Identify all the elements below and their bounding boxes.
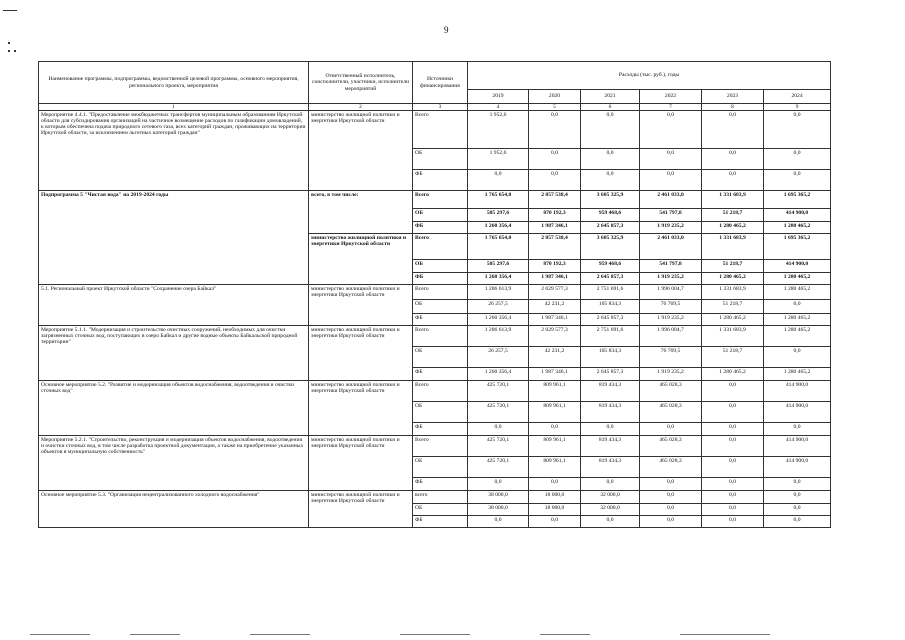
amount-cell: 0,0 [529, 423, 581, 436]
funding-source: ФБ [413, 516, 468, 528]
amount-cell: 42 231,2 [529, 347, 581, 368]
amount-cell: 0,0 [764, 504, 831, 516]
funding-source: Всего [413, 191, 468, 209]
amount-cell: 1 260 356,4 [468, 273, 529, 285]
budget-table [38, 61, 831, 528]
funding-source: ФБ [413, 368, 468, 381]
amount-cell: 819 434,3 [581, 457, 640, 478]
amount-cell: 1 765 654,0 [468, 234, 529, 260]
amount-cell: 870 192,3 [529, 209, 581, 222]
amount-cell: 105 834,3 [581, 300, 640, 314]
column-number: 4 [468, 104, 529, 111]
amount-cell: 414 900,0 [764, 209, 831, 222]
funding-source: Всего [413, 436, 468, 457]
funding-source: Всего [413, 234, 468, 260]
amount-cell: 1 331 683,9 [702, 234, 764, 260]
margin-mark [8, 42, 10, 44]
amount-cell: 1 952,6 [468, 111, 529, 149]
amount-cell: 32 000,0 [581, 491, 640, 504]
item-name: Подпрограмма 5 "Чистая вода" на 2019-2024 годы [39, 191, 309, 285]
footer-rule [250, 634, 310, 635]
table-body [39, 111, 831, 528]
column-number-row [39, 104, 831, 111]
amount-cell: 819 434,3 [581, 381, 640, 402]
executor: министерство жилищной политики и энергетики Иркутской области [309, 111, 413, 191]
amount-cell: 0,0 [581, 423, 640, 436]
funding-source: ФБ [413, 170, 468, 191]
year-header: 2020 [529, 90, 581, 104]
amount-cell: 2 751 691,6 [581, 285, 640, 300]
amount-cell: 1 260 356,4 [468, 368, 529, 381]
funding-source: Всего [413, 381, 468, 402]
column-number: 5 [529, 104, 581, 111]
item-name: Мероприятие 5.1.1. "Модернизация и строительство очистных сооружений, необходимых для очистки загрязненных сточных вод, поступающих в озеро Байкал и другие водные объекты Байкальской природной территории" [39, 326, 309, 381]
funding-source: Всего [413, 326, 468, 347]
amount-cell: 819 434,3 [581, 436, 640, 457]
year-header: 2024 [764, 90, 831, 104]
amount-cell: 0,0 [702, 111, 764, 149]
table-row [39, 111, 831, 149]
amount-cell: 1 919 235,2 [640, 368, 702, 381]
header-row [39, 62, 831, 90]
amount-cell: 51 218,7 [702, 300, 764, 314]
amount-cell: 1 331 683,9 [702, 326, 764, 347]
header-expenses: Расходы (тыс. руб.), годы [468, 62, 831, 90]
amount-cell: 1 286 613,9 [468, 326, 529, 347]
amount-cell: 0,0 [640, 111, 702, 149]
amount-cell: 414 900,0 [764, 436, 831, 457]
funding-source: ОБ [413, 402, 468, 423]
amount-cell: 465 028,3 [640, 381, 702, 402]
amount-cell: 0,0 [529, 149, 581, 170]
amount-cell: 38 000,0 [468, 504, 529, 516]
amount-cell: 0,0 [764, 491, 831, 504]
funding-source: ОБ [413, 457, 468, 478]
amount-cell: 2 645 857,3 [581, 273, 640, 285]
amount-cell: 38 000,0 [468, 491, 529, 504]
table-row [39, 191, 831, 209]
amount-cell: 0,0 [581, 149, 640, 170]
amount-cell: 0,0 [702, 491, 764, 504]
year-header: 2022 [640, 90, 702, 104]
amount-cell: 1 996 004,7 [640, 326, 702, 347]
table-row [39, 326, 831, 347]
amount-cell: 51 218,7 [702, 260, 764, 273]
amount-cell: 3 605 325,9 [581, 234, 640, 260]
amount-cell: 0,0 [581, 111, 640, 149]
amount-cell: 0,0 [764, 516, 831, 528]
amount-cell: 42 231,2 [529, 300, 581, 314]
amount-cell: 76 769,5 [640, 300, 702, 314]
amount-cell: 1 286 613,9 [468, 285, 529, 300]
amount-cell: 1 280 465,2 [764, 273, 831, 285]
amount-cell: 0,0 [702, 423, 764, 436]
amount-cell: 1 987 346,1 [529, 222, 581, 234]
year-header: 2021 [581, 90, 640, 104]
amount-cell: 2 645 857,3 [581, 222, 640, 234]
header-name: Наименование программы, подпрограммы, ведомственной целевой программы, основного мероприятия, регионального проекта, мероприятия [39, 62, 309, 104]
column-number: 6 [581, 104, 640, 111]
table-row [39, 491, 831, 504]
amount-cell: 0,0 [529, 170, 581, 191]
amount-cell: 0,0 [468, 423, 529, 436]
amount-cell: 2 857 538,4 [529, 191, 581, 209]
table-row [39, 285, 831, 300]
amount-cell: 465 028,3 [640, 436, 702, 457]
amount-cell: 414 900,0 [764, 260, 831, 273]
funding-source: ОБ [413, 260, 468, 273]
amount-cell: 465 028,3 [640, 457, 702, 478]
amount-cell: 505 297,6 [468, 260, 529, 273]
footer-rule [130, 634, 180, 635]
amount-cell: 0,0 [529, 478, 581, 491]
amount-cell: 1 987 346,1 [529, 368, 581, 381]
column-number: 8 [702, 104, 764, 111]
amount-cell: 1 765 654,0 [468, 191, 529, 209]
amount-cell: 1 695 365,2 [764, 234, 831, 260]
amount-cell: 51 218,7 [702, 209, 764, 222]
amount-cell: 0,0 [529, 516, 581, 528]
funding-source: ОБ [413, 149, 468, 170]
footer-rule [680, 634, 770, 635]
amount-cell: 2 645 857,3 [581, 314, 640, 326]
amount-cell: 1 919 235,2 [640, 222, 702, 234]
column-number: 7 [640, 104, 702, 111]
amount-cell: 809 961,1 [529, 457, 581, 478]
funding-source: ФБ [413, 314, 468, 326]
amount-cell: 2 029 577,3 [529, 285, 581, 300]
amount-cell: 0,0 [702, 149, 764, 170]
table-row [39, 381, 831, 402]
amount-cell: 0,0 [702, 436, 764, 457]
amount-cell: 1 919 235,2 [640, 273, 702, 285]
header-executor: Ответственный исполнитель, соисполнители, участники, исполнители мероприятий [309, 62, 413, 104]
year-header: 2019 [468, 90, 529, 104]
amount-cell: 3 605 325,9 [581, 191, 640, 209]
amount-cell: 18 000,0 [529, 504, 581, 516]
amount-cell: 1 919 235,2 [640, 314, 702, 326]
funding-source: ОБ [413, 300, 468, 314]
amount-cell: 1 260 356,4 [468, 222, 529, 234]
footer-rule [30, 634, 90, 635]
amount-cell: 1 280 465,2 [764, 285, 831, 300]
amount-cell: 0,0 [468, 170, 529, 191]
amount-cell: 425 720,1 [468, 457, 529, 478]
funding-source: ОБ [413, 347, 468, 368]
amount-cell: 1 260 356,4 [468, 314, 529, 326]
amount-cell: 0,0 [764, 300, 831, 314]
amount-cell: 1 987 346,1 [529, 273, 581, 285]
margin-mark [14, 50, 16, 52]
header-source: Источники финансирования [413, 62, 468, 104]
funding-source: ФБ [413, 222, 468, 234]
funding-source: ФБ [413, 478, 468, 491]
funding-source: Всего [413, 111, 468, 149]
executor: министерство жилищной политики и энергетики Иркутской области [309, 381, 413, 436]
amount-cell: 0,0 [702, 381, 764, 402]
amount-cell: 1 331 683,9 [702, 285, 764, 300]
item-name: Основное мероприятие 5.2. "Развитие и модернизация объектов водоснабжения, водоотведения и очистки сточных вод" [39, 381, 309, 436]
amount-cell: 0,0 [581, 170, 640, 191]
amount-cell: 26 257,5 [468, 347, 529, 368]
amount-cell: 0,0 [468, 516, 529, 528]
amount-cell: 0,0 [581, 478, 640, 491]
amount-cell: 1 280 465,2 [764, 222, 831, 234]
amount-cell: 26 257,5 [468, 300, 529, 314]
amount-cell: 425 720,1 [468, 402, 529, 423]
executor: всего, в том числе: [309, 191, 413, 234]
amount-cell: 0,0 [764, 149, 831, 170]
amount-cell: 425 720,1 [468, 436, 529, 457]
amount-cell: 1 331 683,9 [702, 191, 764, 209]
amount-cell: 959 468,6 [581, 209, 640, 222]
amount-cell: 0,0 [640, 504, 702, 516]
amount-cell: 0,0 [702, 516, 764, 528]
footer-rule [400, 634, 470, 635]
amount-cell: 414 900,0 [764, 402, 831, 423]
amount-cell: 809 961,1 [529, 402, 581, 423]
executor: министерство жилищной политики и энергетики Иркутской области [309, 285, 413, 326]
amount-cell: 0,0 [702, 402, 764, 423]
footer-rule [540, 634, 590, 635]
amount-cell: 541 797,8 [640, 209, 702, 222]
table-row [39, 436, 831, 457]
amount-cell: 959 468,6 [581, 260, 640, 273]
margin-mark [3, 10, 17, 11]
amount-cell: 0,0 [764, 423, 831, 436]
amount-cell: 2 029 577,3 [529, 326, 581, 347]
amount-cell: 1 280 465,2 [702, 368, 764, 381]
amount-cell: 1 952,6 [468, 149, 529, 170]
amount-cell: 1 280 465,2 [702, 314, 764, 326]
amount-cell: 1 996 004,7 [640, 285, 702, 300]
amount-cell: 0,0 [640, 478, 702, 491]
executor: министерство жилищной политики и энергетики Иркутской области [309, 234, 413, 285]
amount-cell: 0,0 [702, 478, 764, 491]
amount-cell: 105 834,3 [581, 347, 640, 368]
item-name: 5.1. Региональный проект Иркутской области "Сохранение озера Байкал" [39, 285, 309, 326]
amount-cell: 809 961,1 [529, 381, 581, 402]
amount-cell: 0,0 [702, 457, 764, 478]
amount-cell: 0,0 [640, 423, 702, 436]
amount-cell: 0,0 [581, 516, 640, 528]
column-number: 2 [309, 104, 413, 111]
amount-cell: 1 987 346,1 [529, 314, 581, 326]
amount-cell: 809 961,1 [529, 436, 581, 457]
funding-source: ФБ [413, 273, 468, 285]
year-header: 2023 [702, 90, 764, 104]
amount-cell: 0,0 [640, 491, 702, 504]
amount-cell: 18 000,0 [529, 491, 581, 504]
amount-cell: 0,0 [640, 170, 702, 191]
funding-source: ОБ [413, 209, 468, 222]
funding-source: Всего [413, 285, 468, 300]
amount-cell: 0,0 [529, 111, 581, 149]
amount-cell: 541 797,8 [640, 260, 702, 273]
amount-cell: 465 028,3 [640, 402, 702, 423]
amount-cell: 870 192,3 [529, 260, 581, 273]
amount-cell: 32 000,0 [581, 504, 640, 516]
column-number: 9 [764, 104, 831, 111]
amount-cell: 0,0 [468, 478, 529, 491]
amount-cell: 1 280 465,2 [764, 326, 831, 347]
amount-cell: 51 218,7 [702, 347, 764, 368]
amount-cell: 819 434,3 [581, 402, 640, 423]
amount-cell: 2 645 857,3 [581, 368, 640, 381]
amount-cell: 0,0 [702, 170, 764, 191]
amount-cell: 425 720,1 [468, 381, 529, 402]
amount-cell: 2 461 033,0 [640, 234, 702, 260]
amount-cell: 0,0 [640, 516, 702, 528]
item-name: Основное мероприятие 5.3. "Организация нецентрализованного холодного водоснабжения" [39, 491, 309, 528]
amount-cell: 2 751 691,6 [581, 326, 640, 347]
amount-cell: 0,0 [702, 504, 764, 516]
amount-cell: 1 280 465,2 [764, 314, 831, 326]
executor: министерство жилищной политики и энергетики Иркутской области [309, 491, 413, 528]
amount-cell: 2 857 538,4 [529, 234, 581, 260]
amount-cell: 2 461 033,0 [640, 191, 702, 209]
amount-cell: 1 280 465,2 [764, 368, 831, 381]
amount-cell: 0,0 [764, 478, 831, 491]
column-number: 1 [39, 104, 309, 111]
executor: министерство жилищной политики и энергетики Иркутской области [309, 436, 413, 491]
executor: министерство жилищной политики и энергетики Иркутской области [309, 326, 413, 381]
amount-cell: 76 769,5 [640, 347, 702, 368]
column-number: 3 [413, 104, 468, 111]
amount-cell: 0,0 [764, 170, 831, 191]
amount-cell: 414 900,0 [764, 457, 831, 478]
page-number: 9 [444, 25, 449, 35]
amount-cell: 0,0 [764, 111, 831, 149]
amount-cell: 414 900,0 [764, 381, 831, 402]
funding-source: ФБ [413, 423, 468, 436]
amount-cell: 1 280 465,2 [702, 273, 764, 285]
amount-cell: 1 280 465,2 [702, 222, 764, 234]
amount-cell: 505 297,6 [468, 209, 529, 222]
amount-cell: 0,0 [764, 347, 831, 368]
item-name: Мероприятие 5.2.1. "Строительство, реконструкция и модернизация объектов водоснабжения, водоотведения и очистки сточных вод, в том числе разработка проектной документации, а также на приобретение указанных объектов в муниципальную собственность" [39, 436, 309, 491]
funding-source: всего [413, 491, 468, 504]
margin-mark [8, 50, 10, 52]
amount-cell: 1 695 365,2 [764, 191, 831, 209]
funding-source: ОБ [413, 504, 468, 516]
item-name: Мероприятие 4.4.1. "Предоставление межбюджетных трансфертов муниципальным образованиям Иркутской области для субсидирования организаций на частичное возмещение расходов по газификации домовладений, к которым обеспечена подача природного сетевого газа, всех категорий граждан, проживающих на территории Иркутской области, за исключением льготных категорий граждан" [39, 111, 309, 191]
amount-cell: 0,0 [640, 149, 702, 170]
